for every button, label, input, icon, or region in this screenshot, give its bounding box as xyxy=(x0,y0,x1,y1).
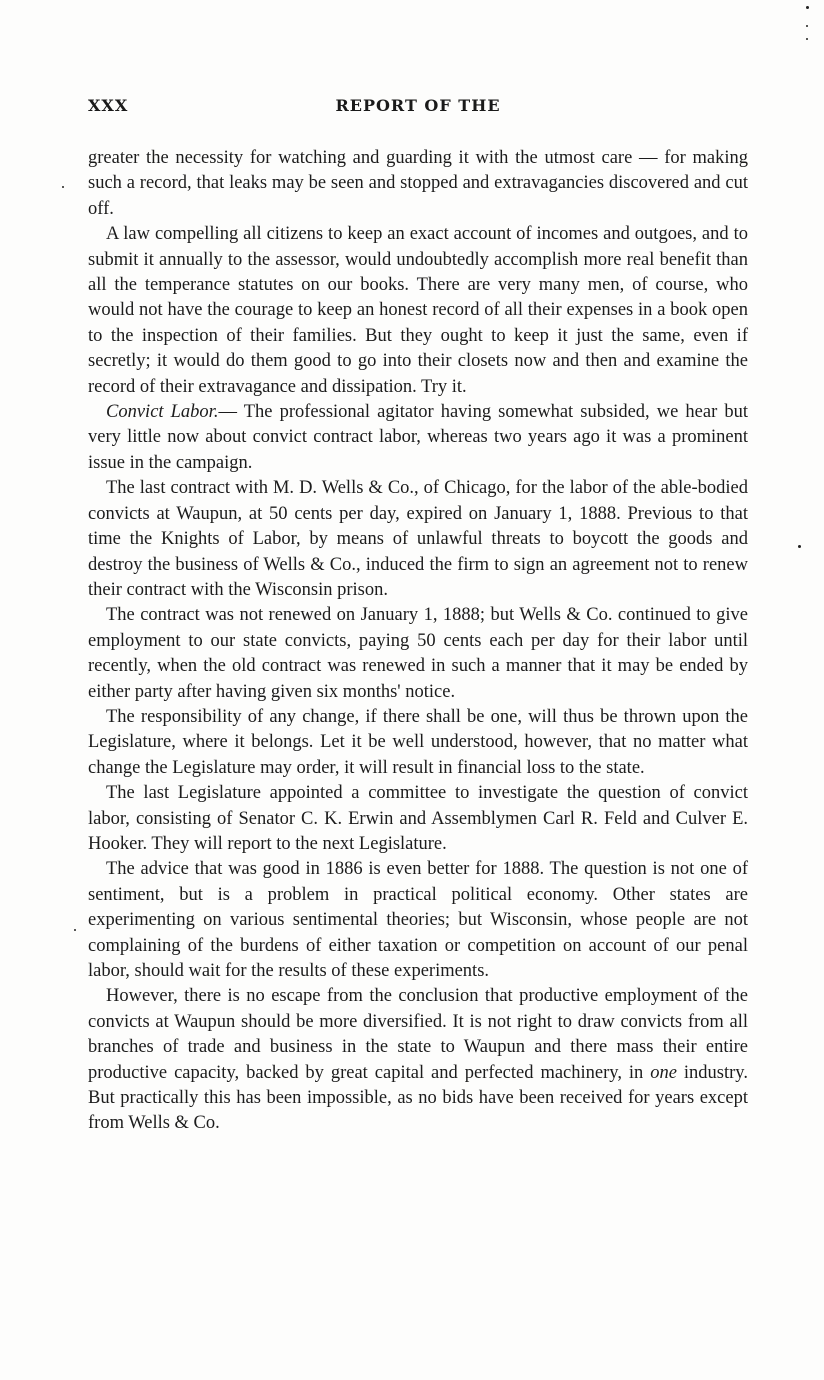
paragraph-9-emphasis: one xyxy=(650,1062,677,1083)
paragraph-8-text: The advice that was good in 1886 is even better for 1888. The question is not one of sentiment, but is a problem in practical political economy. Other states are experimenting on various sentimental theories; but Wisconsin, whose people are not complaining of the burdens of either taxation or competition on account of our penal labor, should wait for the results of these experiments. xyxy=(88,859,748,981)
body-text xyxy=(88,146,748,1137)
paragraph-2-text: A law compelling all citizens to keep an exact account of incomes and outgoes, and to submit it annually to the assessor, would undoubtedly accomplish more real benefit than all the temperance statutes on our books. There are very many men, of course, who would not have the courage to keep an honest record of all their expenses in a book open to the inspection of their families. But they ought to keep it just the same, even if secretly; it would do them good to go into their closets now and then and examine the record of their extravagance and dissipation. Try it. xyxy=(88,224,748,397)
running-title: REPORT OF THE xyxy=(335,96,501,115)
page-header xyxy=(88,96,748,120)
scan-speck xyxy=(806,38,808,40)
paragraph-6 xyxy=(88,705,748,781)
scan-speck xyxy=(798,545,801,548)
paragraph-1 xyxy=(88,146,748,222)
paragraph-7 xyxy=(88,781,748,857)
paragraph-5-text: The contract was not renewed on January 1, 1888; but Wells & Co. continued to give employment to our state convicts, paying 50 cents each per day for their labor until recently, when the old contract was renewed in such a manner that it may be ended by either party after having given six months' notice. xyxy=(88,605,748,702)
paragraph-8 xyxy=(88,857,748,984)
paragraph-3-text: — The professional agitator having somewhat subsided, we hear but very little now about convict contract labor, whereas two years ago it was a prominent issue in the campaign. xyxy=(88,402,749,473)
paragraph-9-text-after: industry. But practically this has been impossible, as no bids have been received for years except from Wells & Co. xyxy=(88,1062,748,1134)
paragraph-2 xyxy=(88,222,748,400)
paragraph-1-text: greater the necessity for watching and guarding it with the utmost care — for making such a record, that leaks may be seen and stopped and extravagancies discovered and cut off. xyxy=(88,148,748,219)
scan-speck xyxy=(74,929,76,931)
page-number: XXX xyxy=(88,96,129,115)
scan-speck xyxy=(62,186,64,188)
paragraph-5 xyxy=(88,603,748,705)
paragraph-9-text-before: However, there is no escape from the conclusion that productive employment of the convicts at Waupun should be more diversified. It is not right to draw convicts from all branches of trade and business in the state to Waupun and there mass their entire productive capacity, backed by great capital and perfected machinery, in xyxy=(88,986,748,1083)
paragraph-4 xyxy=(88,476,748,603)
scan-speck xyxy=(806,25,808,27)
paragraph-6-text: The responsibility of any change, if there shall be one, will thus be thrown upon the Legislature, where it belongs. Let it be well understood, however, that no matter what change the Legislature may order, it will result in financial loss to the state. xyxy=(88,706,748,778)
paragraph-7-text: The last Legislature appointed a committee to investigate the question of convict labor, consisting of Senator C. K. Erwin and Assemblymen Carl R. Feld and Culver E. Hooker. They will report to the next Legislature. xyxy=(88,783,748,854)
scan-speck xyxy=(806,6,809,9)
section-heading-convict-labor: Convict Labor. xyxy=(106,402,219,423)
paragraph-4-text: The last contract with M. D. Wells & Co., of Chicago, for the labor of the able-bodied convicts at Waupun, at 50 cents per day, expired on January 1, 1888. Previous to that time the Knights of Labor, by means of unlawful threats to boycott the goods and destroy the business of Wells & Co., induced the firm to sign an agreement not to renew their contract with the Wisconsin prison. xyxy=(88,478,748,600)
paragraph-9 xyxy=(88,984,748,1136)
paragraph-3 xyxy=(88,400,748,476)
